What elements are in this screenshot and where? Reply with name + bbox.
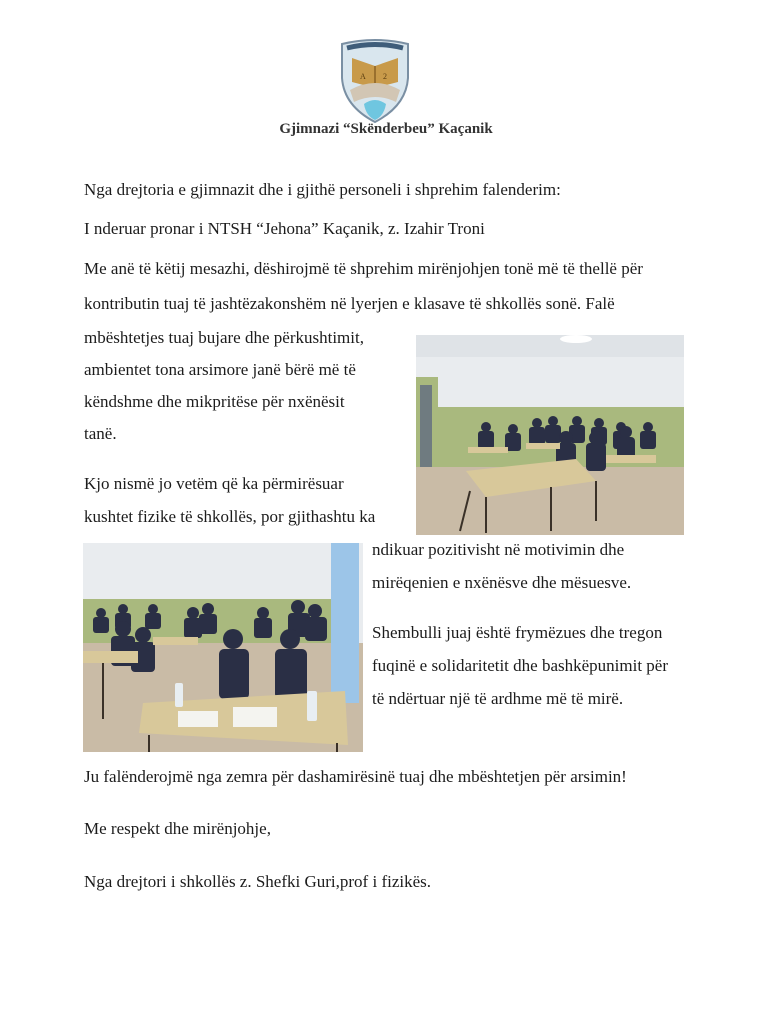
paragraph-2-line: mirëqenien e nxënësve dhe mësuesve. <box>372 573 632 592</box>
classroom-photo-2 <box>83 543 363 752</box>
paragraph-1-line: ambientet tona arsimore janë bërë më të <box>84 360 356 379</box>
paragraph-1-line: tanë. <box>84 424 117 443</box>
paragraph-2-line: kushtet fizike të shkollës, por gjithashtu ka <box>84 507 376 526</box>
logo-letter-a: A <box>360 72 366 81</box>
paragraph-1-line: këndshme dhe mikpritëse për nxënësit <box>84 392 345 411</box>
paragraph-2-line: ndikuar pozitivisht në motivimin dhe <box>372 540 625 559</box>
closing-line: Me respekt dhe mirënjohje, <box>84 819 271 838</box>
paragraph-3-line: fuqinë e solidaritetit dhe bashkëpunimit për <box>372 656 669 675</box>
paragraph-2-line: Kjo nismë jo vetëm që ka përmirësuar <box>84 474 344 493</box>
logo-number-2: 2 <box>383 72 387 81</box>
paragraph-3-line: të ndërtuar një të ardhme më të mirë. <box>372 689 624 708</box>
salutation-line: I nderuar pronar i NTSH “Jehona” Kaçanik, z. Izahir Troni <box>84 219 485 238</box>
intro-line: Nga drejtoria e gjimnazit dhe i gjithë personeli i shprehim falenderim: <box>84 180 561 199</box>
paragraph-1-line: mbështetjes tuaj bujare dhe përkushtimit, <box>84 328 364 347</box>
signature-line: Nga drejtori i shkollës z. Shefki Guri,prof i fizikës. <box>84 872 432 891</box>
paragraph-3-line: Shembulli juaj është frymëzues dhe tregon <box>372 623 663 642</box>
classroom-photo-1 <box>416 335 684 535</box>
thanks-line: Ju falënderojmë nga zemra për dashamirësinë tuaj dhe mbështetjen për arsimin! <box>84 767 627 786</box>
school-crest-logo <box>338 38 412 124</box>
school-name: Gjimnazi “Skënderbeu” Kaçanik <box>279 121 493 137</box>
paragraph-1-line: Me anë të këtij mesazhi, dëshirojmë të shprehim mirënjohjen tonë më të thellë për <box>84 259 643 278</box>
paragraph-1-line: kontributin tuaj të jashtëzakonshëm në lyerjen e klasave të shkollës sonë. Falë <box>84 294 615 313</box>
